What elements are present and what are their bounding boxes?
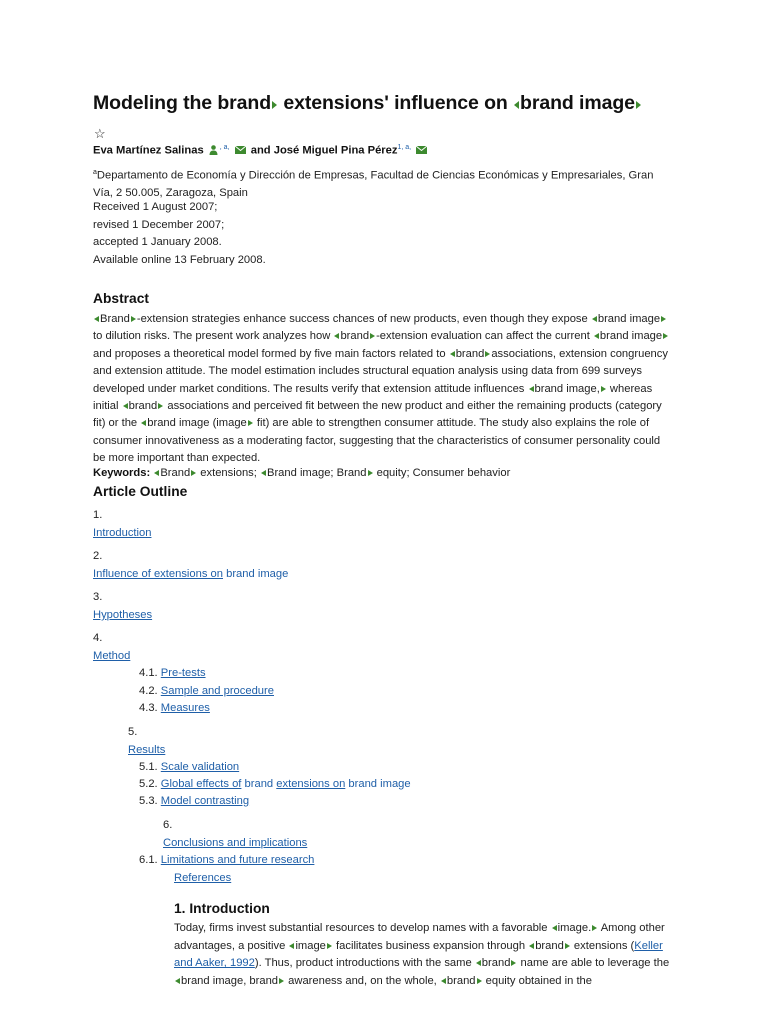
- keyword-text: extensions;: [197, 467, 260, 479]
- hit-end-marker-icon[interactable]: [272, 101, 277, 109]
- outline-item-5-1: [139, 761, 239, 773]
- hit-end-marker-icon[interactable]: [158, 403, 163, 409]
- abstract-text: brand: [340, 330, 370, 343]
- outline-link-hypotheses[interactable]: Hypotheses: [93, 609, 153, 621]
- hit-end-marker-icon[interactable]: [601, 386, 606, 392]
- outline-link-results[interactable]: Results: [128, 744, 166, 756]
- hit-start-marker-icon[interactable]: [261, 470, 266, 476]
- outline-number: 6.: [163, 819, 173, 831]
- hit-end-marker-icon[interactable]: [477, 978, 482, 984]
- outline-link-conclusions[interactable]: Conclusions and implications: [163, 837, 308, 849]
- date-received: Received 1 August 2007;: [93, 201, 218, 213]
- hit-end-marker-icon[interactable]: [511, 960, 516, 966]
- outline-link-brand-image[interactable]: brand image: [223, 568, 289, 580]
- email-icon[interactable]: [235, 146, 246, 154]
- person-icon[interactable]: [209, 145, 218, 155]
- intro-text: extensions (: [570, 939, 635, 952]
- hit-end-marker-icon[interactable]: [370, 333, 375, 339]
- intro-text: image.: [557, 922, 592, 934]
- abstract-text: Brand: [100, 313, 130, 325]
- title-part-3: brand image: [520, 92, 635, 114]
- hit-start-marker-icon[interactable]: [289, 943, 294, 949]
- abstract-heading: Abstract: [93, 291, 149, 306]
- intro-text: Among other advantages, a positive: [174, 922, 665, 952]
- outline-number: 2.: [93, 550, 103, 562]
- outline-item-4-2: [139, 685, 274, 697]
- affiliation-text: Departamento de Economía y Dirección de Empresas, Facultad de Ciencias Económicas y Empresariales, Gran Vía, 2 50.005, Zaragoza, Spain: [93, 169, 654, 200]
- hit-start-marker-icon[interactable]: [514, 101, 519, 109]
- hit-end-marker-icon[interactable]: [663, 333, 668, 339]
- outline-number: 4.2.: [139, 685, 158, 697]
- hit-start-marker-icon[interactable]: [450, 351, 455, 357]
- intro-text: equity obtained in the: [482, 974, 593, 987]
- keyword-text: Brand image; Brand: [266, 467, 367, 479]
- abstract-text: associations, extension congruency and extension attitude. The model estimation includes structural equation analysis using data from 699 surveys developed under market conditions. The results verify that extension attitude influences: [93, 347, 668, 395]
- hit-end-marker-icon[interactable]: [327, 943, 332, 949]
- intro-text: brand: [535, 939, 564, 952]
- abstract-text: and proposes a theoretical model formed by five main factors related to: [93, 347, 449, 360]
- hit-end-marker-icon[interactable]: [279, 978, 284, 984]
- outline-number: 5.2.: [139, 778, 158, 790]
- title-part-2: extensions' influence on: [278, 92, 514, 114]
- outline-item-2: [93, 568, 288, 580]
- abstract-text: brand: [455, 347, 485, 360]
- abstract-text: -extension evaluation can affect the current: [376, 330, 593, 343]
- date-revised: revised 1 December 2007;: [93, 218, 225, 231]
- hit-start-marker-icon[interactable]: [175, 978, 180, 984]
- hit-start-marker-icon[interactable]: [529, 943, 534, 949]
- outline-link-pre-tests[interactable]: Pre-tests: [160, 667, 206, 679]
- intro-text: brand: [446, 974, 476, 987]
- outline-link-scale-validation[interactable]: Scale validation: [160, 761, 240, 773]
- outline-item-4-1: [139, 667, 206, 679]
- outline-link-introduction[interactable]: Introduction: [93, 527, 152, 539]
- author-2-superscript[interactable]: 1, a,: [397, 144, 412, 151]
- author-line: [93, 144, 429, 157]
- date-online: Available online 13 February 2008.: [93, 253, 266, 266]
- outline-number: 5.1.: [139, 761, 158, 773]
- keywords-label: Keywords:: [93, 467, 151, 479]
- author-2-name[interactable]: José Miguel Pina Pérez: [273, 144, 398, 157]
- hit-end-marker-icon[interactable]: [592, 925, 597, 931]
- hit-end-marker-icon[interactable]: [191, 470, 196, 476]
- hit-start-marker-icon[interactable]: [552, 925, 557, 931]
- hit-start-marker-icon[interactable]: [529, 386, 534, 392]
- outline-link-references[interactable]: References: [174, 872, 232, 884]
- abstract-text: brand: [128, 400, 158, 413]
- abstract-text: to dilution risks. The present work analyzes how: [93, 330, 334, 343]
- outline-link-brand[interactable]: brand: [241, 778, 277, 790]
- outline-link-sample[interactable]: Sample and procedure: [160, 685, 274, 697]
- abstract-text: fit) are able to strengthen consumer attitude. The study also explains the role of consumer innovativeness as a moderating factor, suggesting that the characteristics of consumer personality could be more important than expected.: [93, 417, 661, 465]
- keyword-text: equity; Consumer behavior: [373, 467, 511, 479]
- hit-start-marker-icon[interactable]: [334, 333, 339, 339]
- outline-item-6-1: [139, 854, 314, 866]
- author-1-name[interactable]: Eva Martínez Salinas: [93, 144, 204, 157]
- affiliation: [93, 164, 673, 203]
- hit-end-marker-icon[interactable]: [636, 101, 641, 109]
- hit-end-marker-icon[interactable]: [485, 351, 490, 357]
- outline-link-measures[interactable]: Measures: [160, 702, 210, 714]
- intro-text: facilitates business expansion through: [332, 939, 529, 952]
- outline-link-global-effects[interactable]: Global effects of: [160, 778, 242, 790]
- hit-start-marker-icon[interactable]: [123, 403, 128, 409]
- outline-heading: Article Outline: [93, 484, 188, 499]
- affiliation-superscript: a: [93, 169, 97, 176]
- hit-start-marker-icon[interactable]: [441, 978, 446, 984]
- hit-end-marker-icon[interactable]: [661, 316, 666, 322]
- intro-text: ). Thus, product introductions with the same: [254, 957, 475, 970]
- intro-text: name are able to leverage the: [517, 957, 670, 970]
- abstract-text: brand image,: [534, 382, 600, 395]
- outline-number: 4.: [93, 632, 103, 644]
- keyword-text: Brand: [160, 467, 191, 479]
- outline-link-model-contrasting[interactable]: Model contrasting: [160, 795, 250, 807]
- intro-text: brand image, brand: [181, 974, 279, 987]
- outline-link-influence[interactable]: Influence of extensions on: [93, 568, 223, 580]
- hit-start-marker-icon[interactable]: [594, 333, 599, 339]
- date-accepted: accepted 1 January 2008.: [93, 236, 222, 249]
- article-dates: [93, 199, 266, 269]
- outline-item-5-2: [139, 778, 411, 790]
- outline-number: 5.: [128, 726, 138, 738]
- introduction-body: [174, 920, 674, 990]
- hit-start-marker-icon[interactable]: [154, 470, 159, 476]
- hit-end-marker-icon[interactable]: [368, 470, 373, 476]
- abstract-text: whereas initial: [93, 382, 653, 413]
- outline-number: 4.1.: [139, 667, 158, 679]
- outline-item-5-3: [139, 795, 249, 807]
- intro-text: image: [295, 939, 326, 952]
- outline-link-method[interactable]: Method: [93, 650, 131, 662]
- hit-start-marker-icon[interactable]: [141, 420, 146, 426]
- title-part-1: Modeling the brand: [93, 92, 272, 114]
- outline-link-brand-image[interactable]: brand image: [345, 778, 411, 790]
- author-connector: and: [250, 144, 274, 157]
- hit-end-marker-icon[interactable]: [248, 420, 253, 426]
- outline-number: 3.: [93, 591, 103, 603]
- introduction-heading: 1. Introduction: [174, 901, 270, 916]
- hit-end-marker-icon[interactable]: [565, 943, 570, 949]
- hit-start-marker-icon[interactable]: [592, 316, 597, 322]
- abstract-text: associations and perceived fit between the new product and either the remaining products (category fit) or the: [93, 400, 662, 430]
- hit-end-marker-icon[interactable]: [131, 316, 136, 322]
- author-1-superscript[interactable]: , a,: [219, 144, 230, 151]
- keywords-line: [93, 467, 510, 479]
- outline-number: 5.3.: [139, 795, 158, 807]
- outline-item-4-3: [139, 702, 210, 714]
- citation-link-keller-aaker[interactable]: Keller and Aaker, 1992: [174, 939, 663, 970]
- abstract-text: brand image (image: [147, 417, 247, 430]
- outline-link-limitations[interactable]: Limitations and future research: [160, 854, 315, 866]
- outline-link-extensions-on[interactable]: extensions on: [276, 778, 346, 790]
- outline-number: 6.1.: [139, 854, 158, 866]
- intro-text: brand: [481, 957, 511, 970]
- article-title: [93, 92, 642, 115]
- email-icon[interactable]: [416, 146, 427, 154]
- intro-text: Today, firms invest substantial resources to develop names with a favorable: [174, 922, 551, 934]
- outline-number: 4.3.: [139, 702, 158, 714]
- abstract-body: [93, 311, 675, 468]
- star-icon[interactable]: ☆: [94, 126, 106, 141]
- hit-start-marker-icon[interactable]: [476, 960, 481, 966]
- abstract-text: -extension strategies enhance success chances of new products, even though they expose: [136, 313, 591, 325]
- outline-number: 1.: [93, 509, 103, 521]
- intro-text: awareness and, on the whole,: [285, 974, 440, 987]
- abstract-text: brand image: [599, 330, 663, 343]
- hit-start-marker-icon[interactable]: [94, 316, 99, 322]
- abstract-text: brand image: [597, 313, 661, 325]
